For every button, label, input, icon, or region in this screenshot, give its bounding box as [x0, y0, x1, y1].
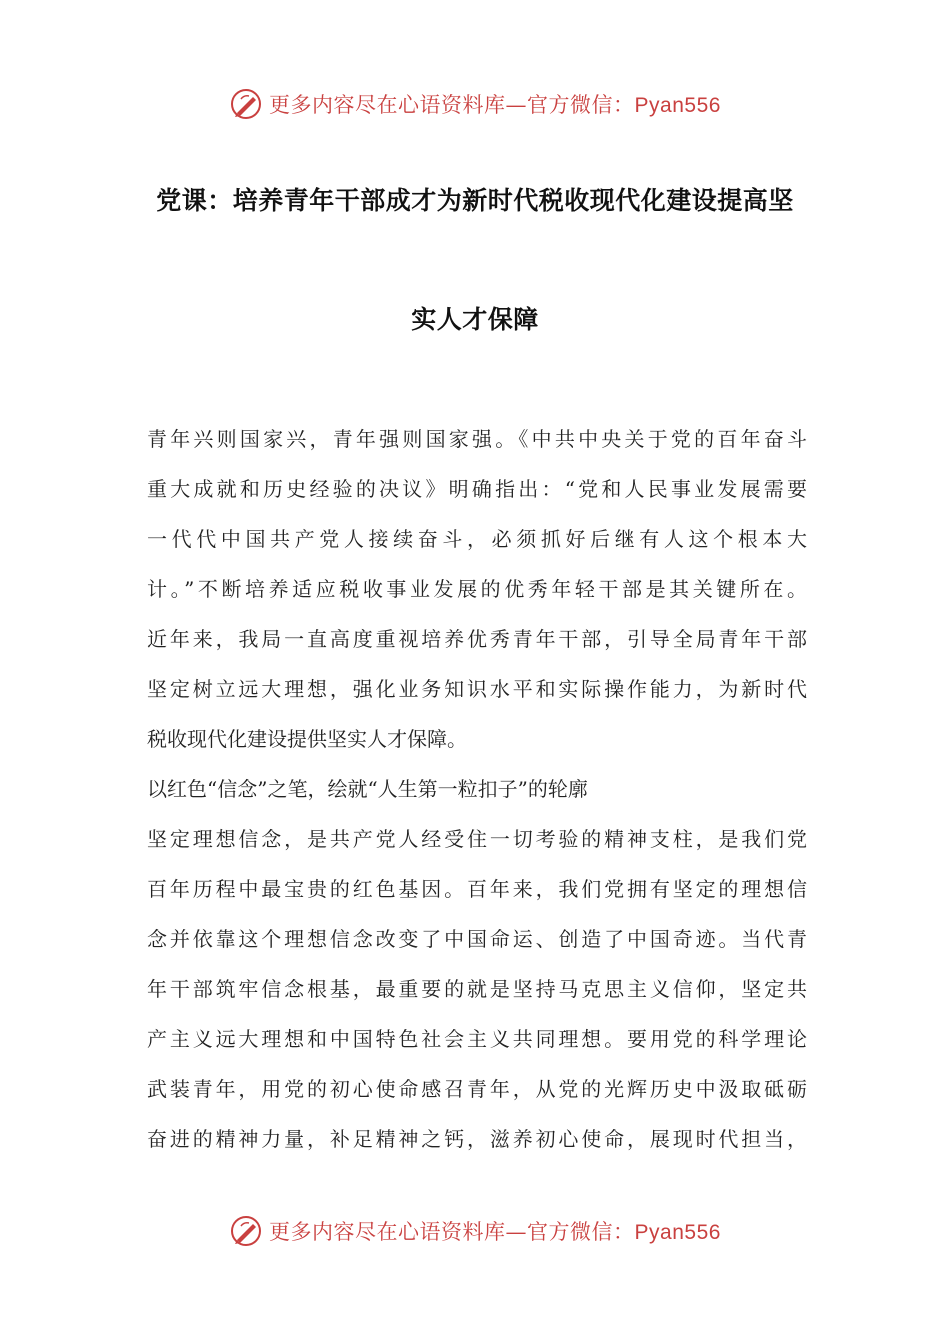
- document-title-line-2: 实人才保障: [411, 305, 539, 334]
- watermark-text: [269, 89, 721, 119]
- watermark-wechat-id: Pyan556: [634, 94, 721, 117]
- body-line: 坚定树立远大理想，强化业务知识水平和实际操作能力，为新时代: [147, 677, 807, 701]
- body-line: 百年历程中最宝贵的红色基因。百年来，我们党拥有坚定的理想信: [147, 877, 807, 901]
- watermark-label: 更多内容尽在心语资料库—官方微信：: [269, 93, 635, 117]
- pen-logo-icon: [229, 1214, 263, 1248]
- pen-logo-icon: [229, 87, 263, 121]
- watermark-text: [269, 1216, 721, 1246]
- header-watermark: [0, 84, 950, 124]
- body-line: 武装青年，用党的初心使命感召青年，从党的光辉历史中汲取砥砺: [147, 1077, 807, 1101]
- document-body: [147, 414, 807, 1164]
- body-line: 产主义远大理想和中国特色社会主义共同理想。要用党的科学理论: [147, 1027, 807, 1051]
- watermark-label: 更多内容尽在心语资料库—官方微信：: [269, 1220, 635, 1244]
- body-line: 奋进的精神力量，补足精神之钙，滋养初心使命，展现时代担当，: [147, 1127, 807, 1151]
- body-line: 念并依靠这个理想信念改变了中国命运、创造了中国奇迹。当代青: [147, 927, 807, 951]
- body-line: 重大成就和历史经验的决议》明确指出：“党和人民事业发展需要: [147, 477, 807, 501]
- document-title-line-1: 党课：培养青年干部成才为新时代税收现代化建设提高坚: [156, 186, 794, 215]
- body-line: 计。”不断培养适应税收事业发展的优秀年轻干部是其关键所在。: [147, 577, 807, 601]
- body-line: 近年来，我局一直高度重视培养优秀青年干部，引导全局青年干部: [147, 627, 807, 651]
- watermark-wechat-id: Pyan556: [634, 1221, 721, 1244]
- section-heading: 以红色“信念”之笔，绘就“人生第一粒扣子”的轮廓: [147, 777, 588, 801]
- body-line: 年干部筑牢信念根基，最重要的就是坚持马克思主义信仰，坚定共: [147, 977, 807, 1001]
- footer-watermark: [0, 1211, 950, 1251]
- body-line: 一代代中国共产党人接续奋斗，必须抓好后继有人这个根本大: [147, 527, 807, 551]
- body-line: 税收现代化建设提供坚实人才保障。: [147, 727, 467, 751]
- body-line: 坚定理想信念，是共产党人经受住一切考验的精神支柱，是我们党: [147, 827, 807, 851]
- body-line: 青年兴则国家兴，青年强则国家强。《中共中央关于党的百年奋斗: [147, 427, 807, 451]
